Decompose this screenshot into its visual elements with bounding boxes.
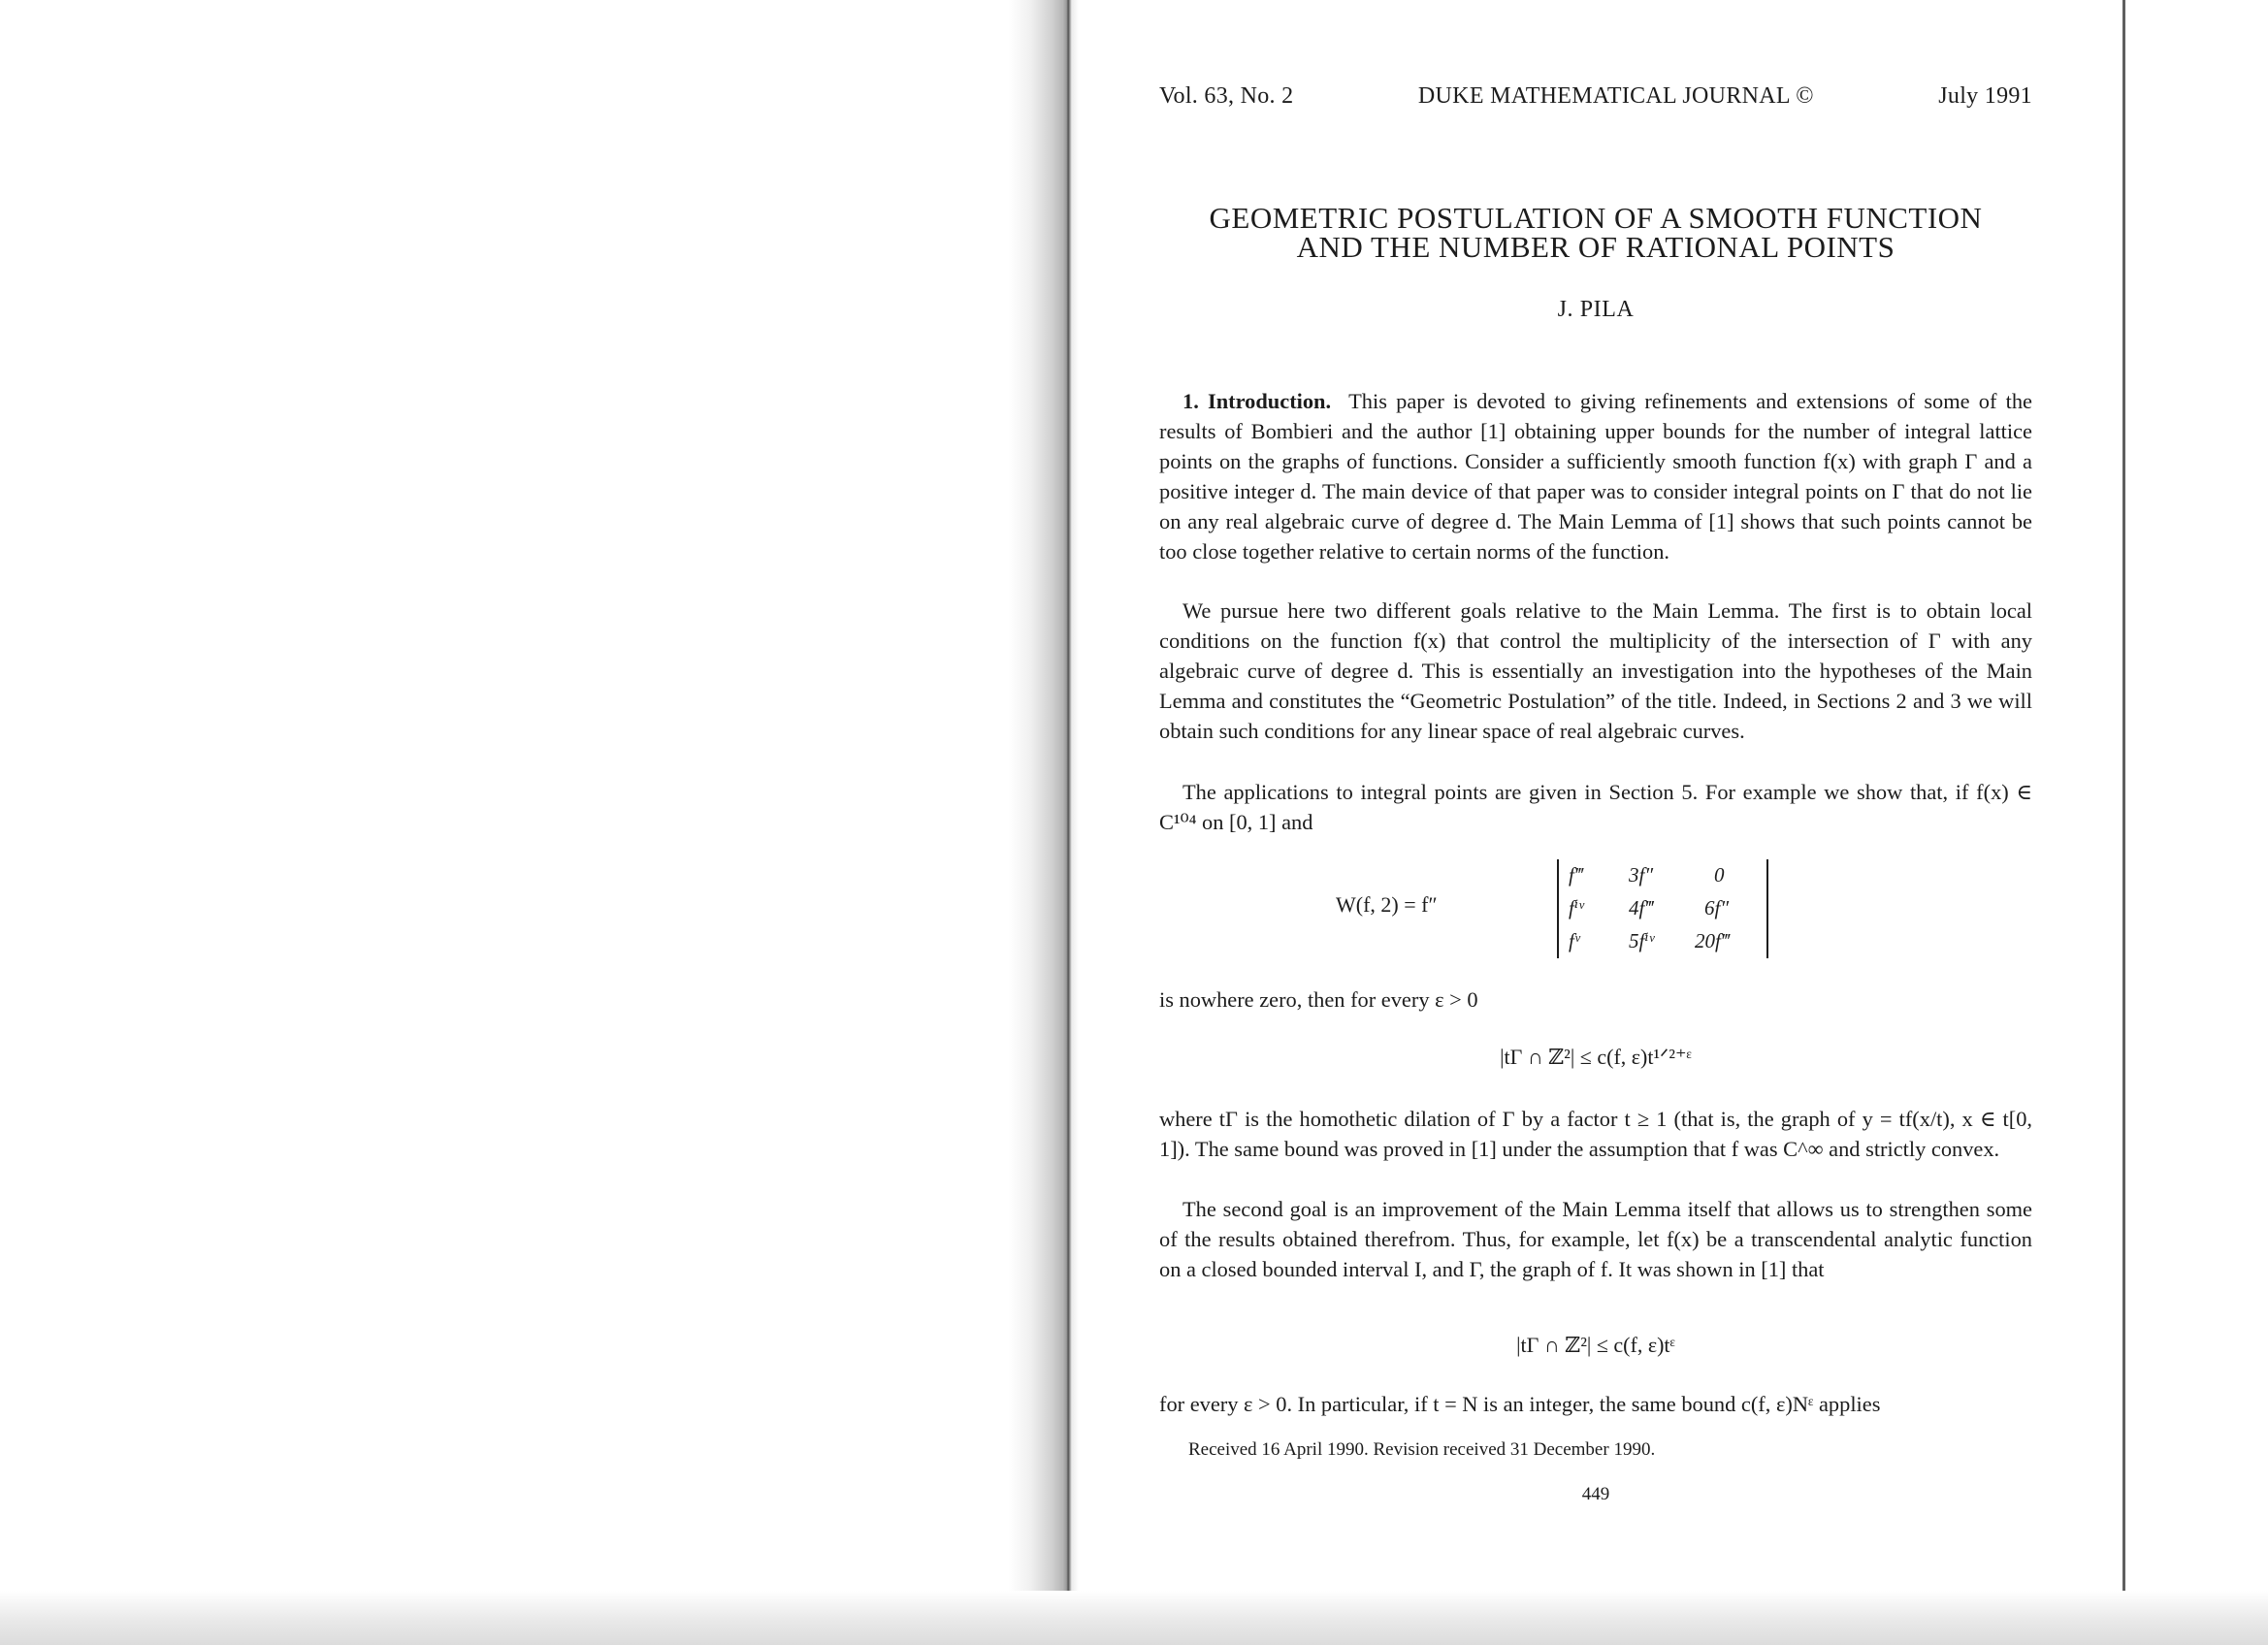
intro-paragraph-3: The applications to integral points are given in Section 5. For example we show that, if f(x) ∈ C¹⁰⁴ on [0, 1] and (1159, 780, 2032, 834)
issue-date: July 1991 (1938, 83, 2032, 109)
equation-bound-1: |tΓ ∩ ℤ²| ≤ c(f, ε)t¹ᐟ²⁺ᵋ (1500, 1045, 1692, 1069)
intro-text-1: This paper is devoted to giving refinements and extensions of some of the results of Bombieri and the author [1] obtaining upper bounds for the number of integral lattice points on the graphs of functions. Consider a sufficiently smooth function f(x) with graph Γ and a positive integer d. The main device of that paper was to consider integral points on Γ that do not lie on any real algebraic curve of degree d. The Main Lemma of [1] shows that such points cannot be too close together relative to certain norms of the function. (1159, 389, 2032, 564)
section-heading: 1. Introduction. (1183, 389, 1332, 413)
intro-paragraph-6: The second goal is an improvement of the Main Lemma itself that allows us to strengthen some of the results obtained therefrom. Thus, for example, let f(x) be a transcendental analytic function on a closed bounded interval I, and Γ, the graph of f. It was shown in [1] that (1159, 1197, 2032, 1281)
title-line-2: AND THE NUMBER OF RATIONAL POINTS (1296, 230, 1895, 264)
matrix-cell: 4f‴ (1629, 896, 1654, 919)
determinant-matrix (1557, 859, 1768, 958)
received-footnote: Received 16 April 1990. Revision received 31 December 1990. (1188, 1439, 1656, 1460)
blank-left-page (0, 0, 1038, 1610)
title-line-1: GEOMETRIC POSTULATION OF A SMOOTH FUNCTION (1209, 201, 1983, 235)
matrix-cell: 6f″ (1704, 896, 1730, 919)
matrix-cell: f‴ (1569, 863, 1583, 887)
running-head (1159, 83, 2032, 110)
determinant-label: W(f, 2) = f″ (1336, 892, 1438, 917)
intro-paragraph-4: is nowhere zero, then for every ε > 0 (1159, 987, 1478, 1012)
matrix-cell: 20f‴ (1695, 929, 1730, 952)
author-name: J. PILA (1557, 297, 1635, 322)
intro-paragraph-1 (1159, 386, 2032, 566)
page-number: 449 (1581, 1484, 1610, 1504)
article-page (1159, 0, 2032, 1552)
equation-bound-2: |tΓ ∩ ℤ²| ≤ c(f, ε)tᵋ (1516, 1333, 1675, 1357)
intro-paragraph-2: We pursue here two different goals relative to the Main Lemma. The first is to obtain local conditions on the function f(x) that control the multiplicity of the intersection of Γ with any algebraic curve of degree d. This is essentially an investigation into the hypotheses of the Main Lemma and constitutes the “Geometric Postulation” of the title. Indeed, in Sections 2 and 3 we will obtain such conditions for any linear space of real algebraic curves. (1159, 598, 2032, 743)
journal-name: DUKE MATHEMATICAL JOURNAL © (1417, 83, 1814, 109)
matrix-cell: 0 (1714, 863, 1725, 887)
matrix-cell: 3f″ (1629, 863, 1654, 887)
page-edge-line (2122, 0, 2125, 1610)
volume-info: Vol. 63, No. 2 (1159, 83, 1294, 109)
matrix-cell: 5fⁱᵛ (1629, 929, 1655, 952)
article-title (1159, 201, 2032, 264)
intro-paragraph-5: where tΓ is the homothetic dilation of Γ by a factor t ≥ 1 (that is, the graph of y = tf(x/t), x ∈ t[0, 1]). The same bound was proved in [1] under the assumption that f was C^∞ and strictly convex. (1159, 1107, 2032, 1161)
matrix-cell: fᵛ (1569, 929, 1580, 952)
book-gutter (1009, 0, 1096, 1610)
wronskian-determinant (1159, 854, 2032, 965)
scanner-bottom-margin (0, 1591, 2268, 1645)
matrix-cell: fⁱᵛ (1569, 896, 1584, 919)
intro-paragraph-7: for every ε > 0. In particular, if t = N is an integer, the same bound c(f, ε)Nᵋ applies (1159, 1392, 1881, 1416)
